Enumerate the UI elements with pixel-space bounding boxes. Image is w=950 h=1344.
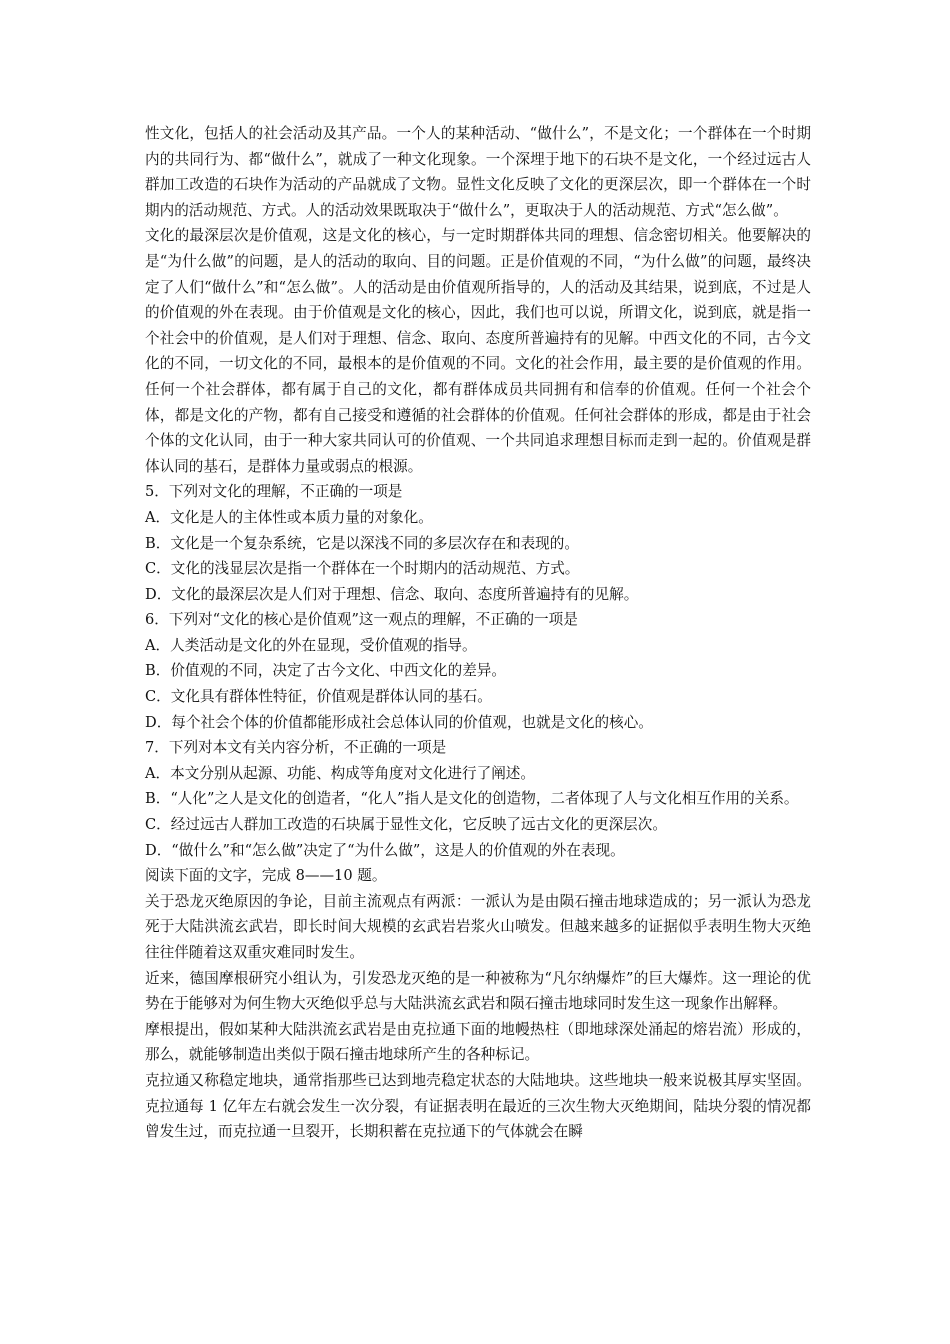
option-c: C．经过远古人群加工改造的石块属于显性文化，它反映了远古文化的更深层次。 xyxy=(145,816,667,834)
question-stem: 6．下列对“文化的核心是价值观”这一观点的理解，不正确的一项是 xyxy=(145,611,578,629)
question-stem: 5．下列对文化的理解，不正确的一项是 xyxy=(145,483,403,501)
option-list xyxy=(145,761,811,863)
paragraph: 克拉通又称稳定地块，通常指那些已达到地壳稳定状态的大陆地块。这些地块一般来说极其厚实坚固。克拉通每 1 亿年左右就会发生一次分裂，有证据表明在最近的三次生物大灭绝期间，陆块分裂的情况都曾发生过，而克拉通一旦裂开，长期积蓄在克拉通下的气体就会在瞬 xyxy=(145,1071,811,1141)
option-a: A．文化是人的主体性或本质力量的对象化。 xyxy=(145,508,433,526)
option-b: B．价值观的不同，决定了古今文化、中西文化的差异。 xyxy=(145,662,506,680)
option-d: D．文化的最深层次是人们对于理想、信念、取向、态度所普遍持有的见解。 xyxy=(145,585,639,603)
paragraph: 关于恐龙灭绝原因的争论，目前主流观点有两派：一派认为是由陨石撞击地球造成的；另一派认为恐龙死于大陆洪流玄武岩，即长时间大规模的玄武岩岩浆火山喷发。但越来越多的证据似乎表明生物大灭绝往往伴随着这双重灾难同时发生。 xyxy=(145,892,811,961)
passage-2 xyxy=(145,863,811,1145)
paragraph: 文化的最深层次是价值观，这是文化的核心，与一定时期群体共同的理想、信念密切相关。他要解决的是“为什么做”的问题，是人的活动的取向、目的问题。正是价值观的不同，“为什么做”的问题，最终决定了人们“做什么”和“怎么做”。人的活动是由价值观所指导的，人的活动及其结果，说到底，不过是人的价值观的外在表现。由于价值观是文化的核心，因此，我们也可以说，所谓文化，说到底，就是指一个社会中的价值观，是人们对于理想、信念、取向、态度所普遍持有的见解。中西文化的不同，古今文化的不同，一切文化的不同，最根本的是价值观的不同。文化的社会作用，最主要的是价值观的作用。任何一个社会群体，都有属于自己的文化，都有群体成员共同拥有和信奉的价值观。任何一个社会个体，都是文化的产物，都有自己接受和遵循的社会群体的价值观。任何社会群体的形成，都是由于社会个体的文化认同，由于一种大家共同认可的价值观、一个共同追求理想目标而走到一起的。价值观是群体认同的基石，是群体力量或弱点的根源。 xyxy=(145,227,811,475)
option-a: A．本文分别从起源、功能、构成等角度对文化进行了阐述。 xyxy=(145,764,535,782)
question-7 xyxy=(145,735,811,863)
passage-1 xyxy=(145,121,811,479)
option-list xyxy=(145,505,811,607)
paragraph: 摩根提出，假如某种大陆洪流玄武岩是由克拉通下面的地幔热柱（即地球深处涌起的熔岩流）形成的，那么，就能够制造出类似于陨石撞击地球所产生的各种标记。 xyxy=(145,1020,811,1064)
section-instruction: 阅读下面的文字，完成 8——10 题。 xyxy=(145,867,387,885)
paragraph: 性文化，包括人的社会活动及其产品。一个人的某种活动、“做什么”，不是文化；一个群体在一个时期内的共同行为、都“做什么”，就成了一种文化现象。一个深埋于地下的石块不是文化，一个经过远古人群加工改造的石块作为活动的产品就成了文物。显性文化反映了文化的更深层次，即一个群体在一个时期内的活动规范、方式。人的活动效果既取决于“做什么”，更取决于人的活动规范、方式“怎么做”。 xyxy=(145,125,811,219)
question-5 xyxy=(145,479,811,607)
option-b: B．“人化”之人是文化的创造者，“化人”指人是文化的创造物，二者体现了人与文化相互作用的关系。 xyxy=(145,790,799,808)
question-6 xyxy=(145,607,811,735)
option-c: C．文化具有群体性特征，价值观是群体认同的基石。 xyxy=(145,688,492,706)
paragraph: 近来，德国摩根研究小组认为，引发恐龙灭绝的是一种被称为“凡尔纳爆炸”的巨大爆炸。这一理论的优势在于能够对为何生物大灭绝似乎总与大陆洪流玄武岩和陨石撞击地球同时发生这一现象作出解释。 xyxy=(145,969,811,1013)
option-d: D．“做什么”和“怎么做”决定了“为什么做”，这是人的价值观的外在表现。 xyxy=(145,841,625,859)
option-b: B．文化是一个复杂系统，它是以深浅不同的多层次存在和表现的。 xyxy=(145,534,579,552)
option-d: D．每个社会个体的价值都能形成社会总体认同的价值观，也就是文化的核心。 xyxy=(145,713,653,731)
option-a: A．人类活动是文化的外在显现，受价值观的指导。 xyxy=(145,636,477,654)
document-page xyxy=(145,121,811,1145)
option-c: C．文化的浅显层次是指一个群体在一个时期内的活动规范、方式。 xyxy=(145,560,580,578)
option-list xyxy=(145,633,811,735)
question-stem: 7．下列对本文有关内容分析，不正确的一项是 xyxy=(145,739,447,757)
